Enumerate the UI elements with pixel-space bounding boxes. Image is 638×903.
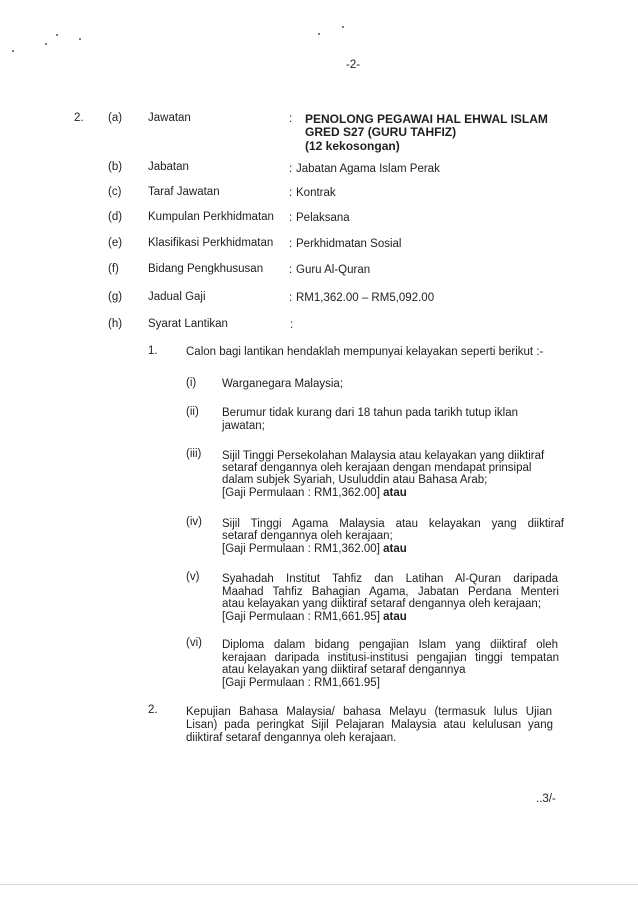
field-letter: (h) bbox=[108, 318, 123, 330]
qualification-roman: (iv) bbox=[186, 516, 202, 528]
salary-suffix: atau bbox=[383, 487, 407, 499]
field-letter: (c) bbox=[108, 186, 122, 198]
scan-speck bbox=[318, 33, 320, 35]
scan-speck bbox=[342, 26, 344, 28]
scan-speck bbox=[12, 50, 14, 52]
salary-text: [Gaji Permulaan : RM1,362.00] bbox=[222, 543, 380, 555]
scan-speck bbox=[79, 38, 81, 40]
field-separator: : bbox=[289, 212, 293, 224]
qualification-line: Diploma dalam bidang pengajian Islam yang diiktiraf oleh bbox=[222, 639, 558, 651]
field-label: Klasifikasi Perkhidmatan bbox=[148, 237, 274, 249]
field-value: RM1,362.00 – RM5,092.00 bbox=[296, 292, 435, 304]
salary-text: [Gaji Permulaan : RM1,661.95] bbox=[222, 677, 380, 689]
qualification-roman: (vi) bbox=[186, 637, 202, 649]
salary-text: [Gaji Permulaan : RM1,362.00] bbox=[222, 487, 380, 499]
salary-line bbox=[222, 610, 407, 624]
qualification-line: Syahadah Institut Tahfiz dan Latihan Al-Quran daripada bbox=[222, 573, 558, 585]
section-number: 2. bbox=[74, 112, 84, 124]
scan-speck bbox=[45, 43, 47, 45]
qualification-line: Berumur tidak kurang dari 18 tahun pada tarikh tutup iklan bbox=[222, 407, 518, 419]
field-separator: : bbox=[289, 238, 293, 250]
field-letter: (d) bbox=[108, 211, 123, 223]
qualification-line: Warganegara Malaysia; bbox=[222, 378, 344, 390]
field-label: Jadual Gaji bbox=[148, 291, 206, 303]
salary-line bbox=[222, 542, 407, 556]
qualification-line: Maahad Tahfiz Bahagian Agama, Jabatan Perdana Menteri bbox=[222, 586, 559, 598]
field-letter: (f) bbox=[108, 263, 119, 275]
field-value: Kontrak bbox=[296, 187, 336, 199]
qualification-line: kerajaan daripada institusi-institusi pengajian tinggi tempatan bbox=[222, 652, 559, 664]
requirement-number: 2. bbox=[148, 704, 158, 716]
qualification-roman: (i) bbox=[186, 377, 197, 389]
field-letter: (e) bbox=[108, 237, 123, 249]
field-value: Jabatan Agama Islam Perak bbox=[296, 163, 440, 175]
qualification-roman: (v) bbox=[186, 571, 200, 583]
requirement-line: Lisan) pada peringkat Sijil Pelajaran Malaysia atau kelulusan yang bbox=[186, 719, 553, 731]
next-page-marker: ..3/- bbox=[536, 793, 556, 805]
salary-line bbox=[222, 486, 407, 500]
requirement-intro: Calon bagi lantikan hendaklah mempunyai kelayakan seperti berikut :- bbox=[186, 346, 544, 358]
salary-text: [Gaji Permulaan : RM1,661.95] bbox=[222, 611, 380, 623]
qualification-line: setaraf dengannya oleh kerajaan; bbox=[222, 530, 393, 542]
field-separator: : bbox=[289, 113, 293, 125]
field-value-line: GRED S27 (GURU TAHFIZ) bbox=[305, 125, 457, 139]
field-label: Jabatan bbox=[148, 161, 189, 173]
requirement-number: 1. bbox=[148, 345, 158, 357]
qualification-line: Sijil Tinggi Persekolahan Malaysia atau kelayakan yang diiktiraf bbox=[222, 450, 545, 462]
salary-suffix: atau bbox=[383, 611, 407, 623]
salary-line bbox=[222, 676, 380, 690]
qualification-roman: (iii) bbox=[186, 448, 202, 460]
qualification-line: atau kelayakan yang diiktiraf setaraf dengannya bbox=[222, 664, 466, 676]
page-edge-line bbox=[0, 884, 638, 885]
qualification-roman: (ii) bbox=[186, 406, 199, 418]
field-value-line: (12 kekosongan) bbox=[305, 139, 400, 153]
field-separator: : bbox=[289, 292, 293, 304]
field-label: Jawatan bbox=[148, 112, 191, 124]
field-letter: (g) bbox=[108, 291, 123, 303]
salary-suffix: atau bbox=[383, 543, 407, 555]
field-separator: : bbox=[289, 163, 293, 175]
qualification-line: dalam subjek Syariah, Usuluddin atau Bahasa Arab; bbox=[222, 474, 488, 486]
field-letter: (a) bbox=[108, 112, 123, 124]
field-letter: (b) bbox=[108, 161, 123, 173]
field-separator: : bbox=[289, 264, 293, 276]
qualification-line: jawatan; bbox=[222, 420, 265, 432]
qualification-line: Sijil Tinggi Agama Malaysia atau kelayakan yang diiktiraf bbox=[222, 518, 564, 530]
field-value-line: PENOLONG PEGAWAI HAL EHWAL ISLAM bbox=[305, 112, 548, 126]
field-value: Guru Al-Quran bbox=[296, 264, 371, 276]
qualification-line: setaraf dengannya oleh kerajaan dengan mendapat prinsipal bbox=[222, 462, 532, 474]
requirement-line: diiktiraf setaraf dengannya oleh kerajaan. bbox=[186, 732, 397, 744]
page-number: -2- bbox=[346, 59, 361, 71]
field-label: Kumpulan Perkhidmatan bbox=[148, 211, 274, 223]
field-label: Bidang Pengkhususan bbox=[148, 263, 264, 275]
field-value: Perkhidmatan Sosial bbox=[296, 238, 402, 250]
field-separator: : bbox=[290, 319, 294, 331]
field-value: Pelaksana bbox=[296, 212, 350, 224]
qualification-line: atau kelayakan yang diiktiraf setaraf dengannya oleh kerajaan; bbox=[222, 598, 542, 610]
requirement-line: Kepujian Bahasa Malaysia/ bahasa Melayu (termasuk lulus Ujian bbox=[186, 706, 552, 718]
field-label: Taraf Jawatan bbox=[148, 186, 220, 198]
field-label: Syarat Lantikan bbox=[148, 318, 228, 330]
field-separator: : bbox=[289, 187, 293, 199]
scan-speck bbox=[56, 34, 58, 36]
